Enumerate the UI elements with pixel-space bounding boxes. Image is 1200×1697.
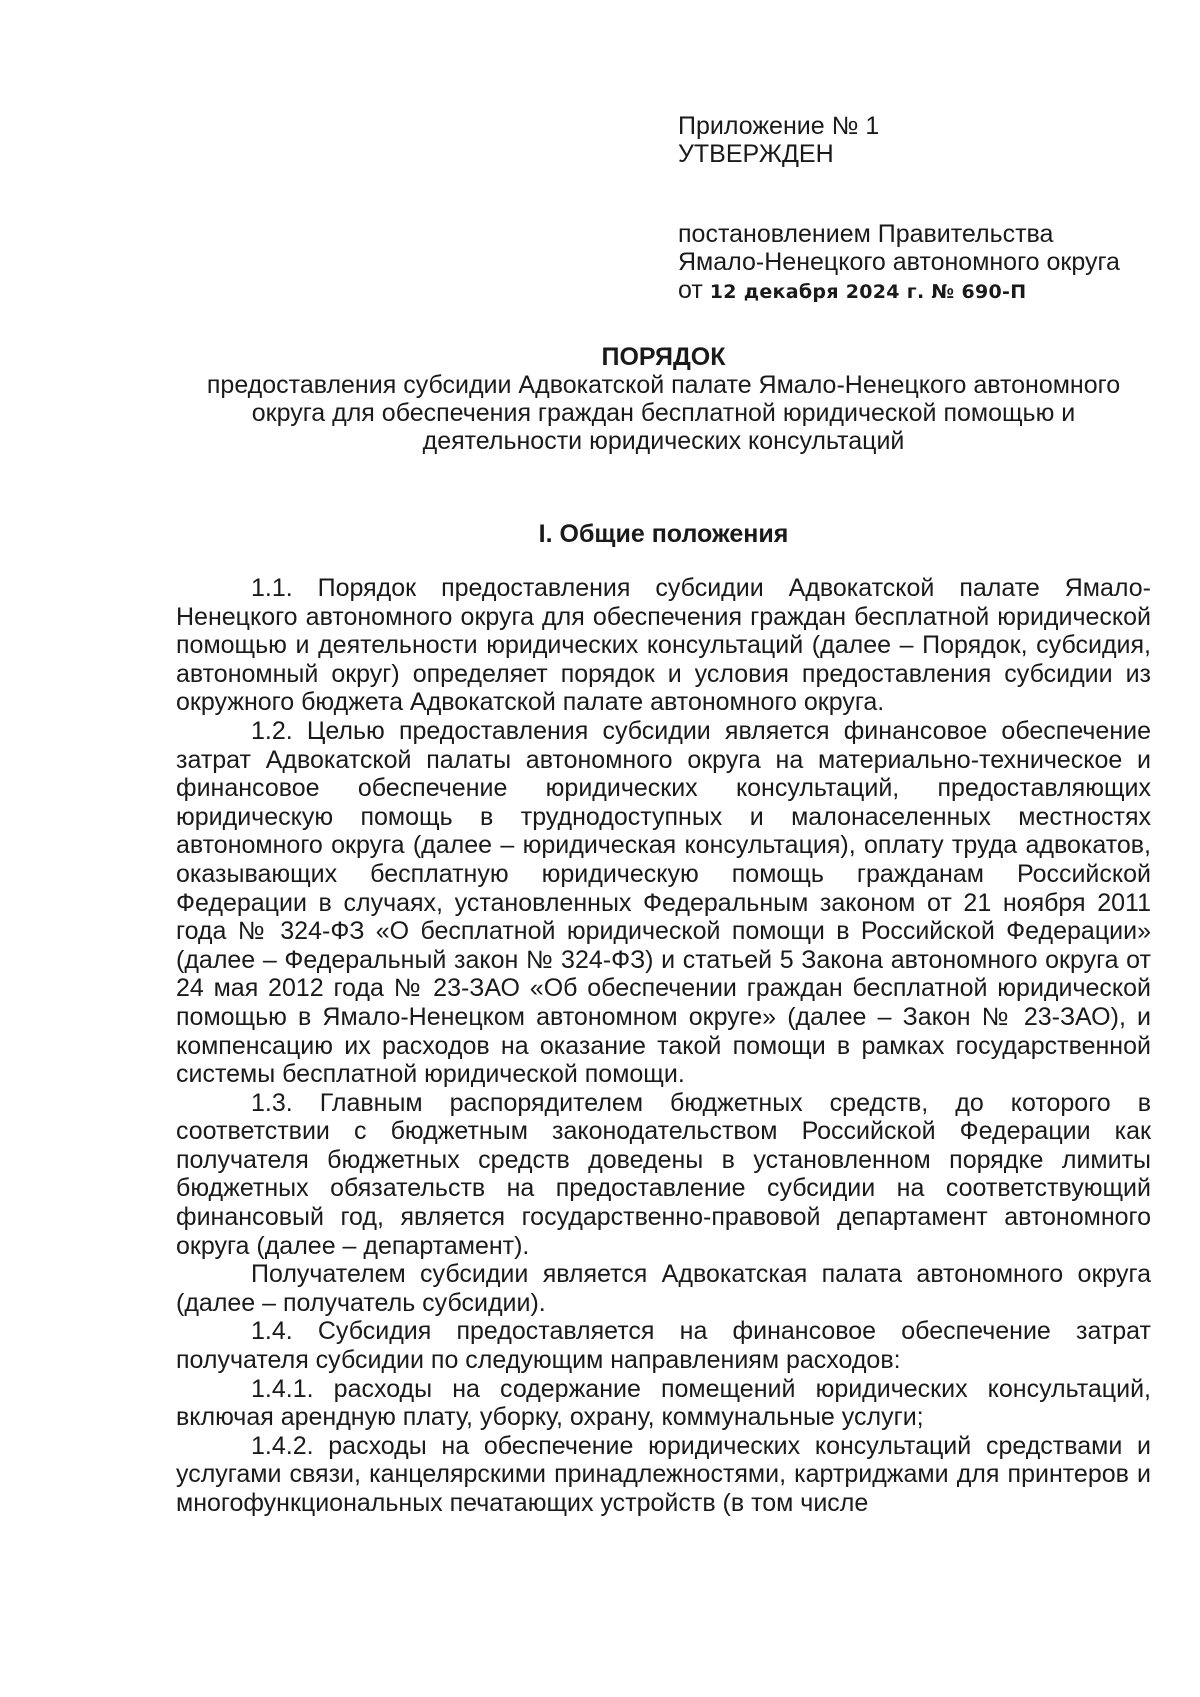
paragraph-1-4-1: 1.4.1. расходы на содержание помещений юридических консультаций, включая арендную плату, уборку, охрану, коммунальные услуги; bbox=[176, 1374, 1151, 1432]
document-body bbox=[176, 574, 1151, 1518]
date-stamp: 12 декабря 2024 г. № 690-П bbox=[709, 281, 1027, 303]
document-title-block bbox=[176, 343, 1151, 455]
paragraph-1-4-2: 1.4.2. расходы на обеспечение юридических консультаций средствами и услугами связи, канцелярскими принадлежностями, картриджами для принтеров и многофункциональных печатающих устройств (в том числе bbox=[176, 1431, 1151, 1517]
paragraph-1-2: 1.2. Целью предоставления субсидии является финансовое обеспечение затрат Адвокатской палаты автономного округа на материально-техническое и финансовое обеспечение юридических консультаций, предоставляющих юридическую помощь в труднодоступных и малонаселенных местностях автономного округа (далее – юридическая консультация), оплату труда адвокатов, оказывающих бесплатную юридическую помощь гражданам Российской Федерации в случаях, установленных Федеральным законом от 21 ноября 2011 года № 324-ФЗ «О бесплатной юридической помощи в Российской Федерации» (далее – Федеральный закон № 324-ФЗ) и статьей 5 Закона автономного округа от 24 мая 2012 года № 23-ЗАО «Об обеспечении граждан бесплатной юридической помощью в Ямало-Ненецком автономном округе» (далее – Закон № 23-ЗАО), и компенсацию их расходов на оказание такой помощи в рамках государственной системы бесплатной юридической помощи. bbox=[176, 716, 1151, 1089]
approved-label: УТВЕРЖДЕН bbox=[678, 140, 834, 168]
section-heading: I. Общие положения bbox=[538, 520, 789, 548]
paragraph-1-1: 1.1. Порядок предоставления субсидии Адвокатской палате Ямало-Ненецкого автономного округа для обеспечения граждан бесплатной юридической помощью и деятельности юридических консультаций (далее – Порядок, субсидия, автономный округ) определяет порядок и условия предоставления субсидии из окружного бюджета Адвокатской палате автономного округа. bbox=[176, 574, 1151, 717]
appendix-number: Приложение № 1 bbox=[678, 112, 880, 140]
paragraph-1-4: 1.4. Субсидия предоставляется на финансовое обеспечение затрат получателя субсидии по следующим направлениям расходов: bbox=[176, 1317, 1151, 1375]
date-prefix: от bbox=[678, 276, 703, 304]
resolution-label: постановлением Правительства bbox=[678, 220, 1054, 248]
paragraph-1-3: 1.3. Главным распорядителем бюджетных средств, до которого в соответствии с бюджетным законодательством Российской Федерации как получателя бюджетных средств доведены в установленном порядке лимиты бюджетных обязательств на предоставление субсидии на соответствующий финансовый год, является государственно-правовой департамент автономного округа (далее – департамент). bbox=[176, 1088, 1151, 1260]
resolution-date-line bbox=[678, 276, 1148, 306]
document-title: ПОРЯДОК bbox=[601, 343, 726, 371]
government-name: Ямало-Ненецкого автономного округа bbox=[678, 248, 1120, 276]
approval-block bbox=[678, 112, 1148, 306]
document-subtitle: предоставления субсидии Адвокатской палате Ямало-Ненецкого автономного округа для обеспечения граждан бесплатной юридической помощью и деятельности юридических консультаций bbox=[206, 371, 1121, 455]
paragraph-recipient: Получателем субсидии является Адвокатская палата автономного округа (далее – получатель субсидии). bbox=[176, 1260, 1151, 1317]
